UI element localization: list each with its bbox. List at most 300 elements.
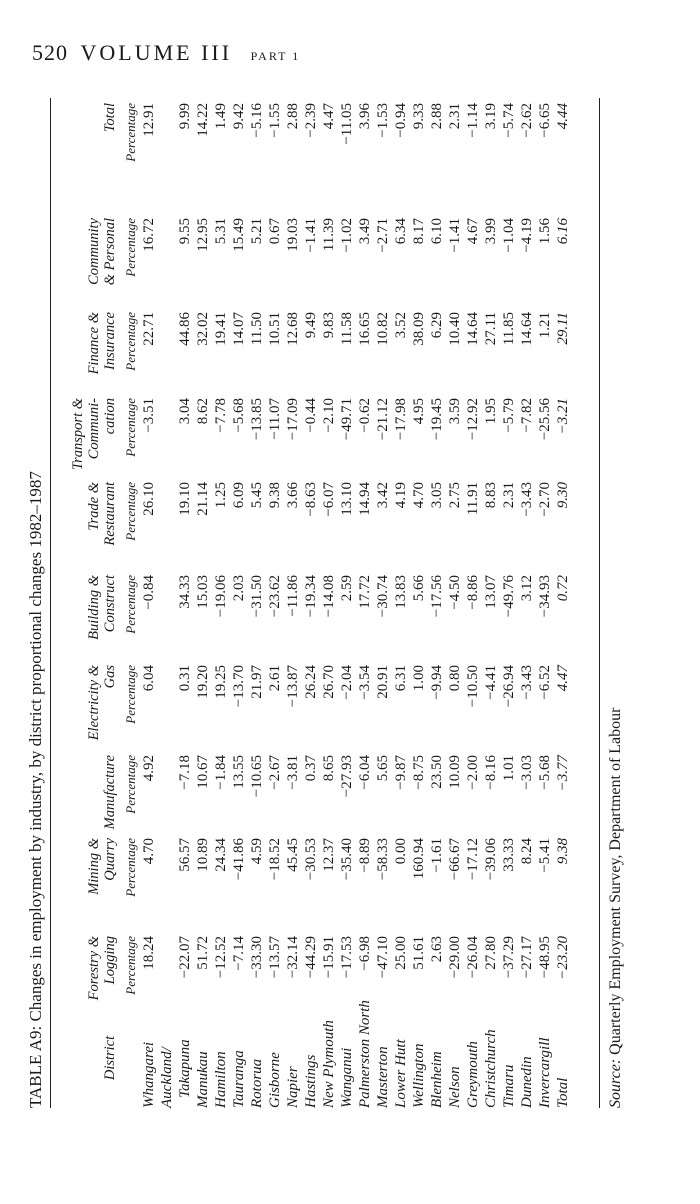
table-cell-total: 6.16: [555, 218, 571, 245]
district-name: Hamilton: [213, 1051, 229, 1108]
table-cell-total: −3.21: [555, 398, 571, 435]
table-cell: 0.80: [447, 665, 463, 692]
column-header-line: Construct: [102, 575, 118, 633]
table-cell: 9.42: [231, 103, 247, 130]
column-header-line: & Personal: [102, 218, 118, 286]
table-cell: 0.37: [303, 755, 319, 782]
table-cell: 1.01: [501, 755, 517, 782]
value-column: [122, 575, 572, 663]
unit-label: Percentage: [123, 398, 138, 457]
table-cell: 10.09: [447, 755, 463, 789]
column-header-line: Trade &: [86, 482, 102, 531]
rotated-table: [26, 98, 642, 1108]
column-header: [56, 575, 118, 663]
table-cell: 14.94: [357, 482, 373, 516]
unit-label: Percentage: [123, 838, 138, 897]
table-cell: 21.14: [195, 482, 211, 516]
table-cell: −0.62: [357, 398, 373, 433]
table-cell: 1.95: [483, 398, 499, 425]
column-header: [56, 665, 118, 753]
district-name: Nelson: [447, 1066, 463, 1108]
table-cell-blank: [158, 103, 176, 191]
table-cell: −19.45: [429, 398, 445, 441]
table-cell: −3.51: [141, 398, 157, 433]
table-cell: 2.63: [429, 936, 445, 963]
unit-label: Percentage: [123, 936, 138, 995]
table-cell: −37.29: [501, 936, 517, 979]
table-cell: 26.24: [303, 665, 319, 699]
table-cell: −12.52: [213, 936, 229, 979]
table-cell: 11.50: [249, 312, 265, 346]
table-cell: −1.41: [303, 218, 319, 253]
table-cell: −34.93: [537, 575, 553, 618]
volume-label: VOLUME III: [80, 40, 233, 65]
table-cell: −4.50: [447, 575, 463, 610]
table-cell: 4.70: [411, 482, 427, 509]
column-header-line: Electricity &: [86, 665, 102, 741]
table-cell: 23.50: [429, 755, 445, 789]
column-header-line: Total: [102, 103, 118, 133]
table-cell: −5.68: [537, 755, 553, 790]
table-cell: −3.43: [519, 482, 535, 517]
table-cell: 19.10: [177, 482, 193, 516]
table-cell: −5.74: [501, 103, 517, 138]
table-cell: 2.88: [429, 103, 445, 130]
table-cell: 4.19: [393, 482, 409, 509]
table-cell: 22.71: [141, 312, 157, 346]
column-header: [56, 936, 118, 1024]
district-name: Blenheim: [429, 1051, 445, 1108]
table-cell: 13.55: [231, 755, 247, 789]
table-cell: 1.49: [213, 103, 229, 130]
unit-label: Percentage: [123, 103, 138, 162]
column-header: [56, 103, 118, 191]
district-group-label: Auckland/: [159, 1047, 175, 1108]
bottom-rule: [599, 98, 600, 1108]
table-cell-blank: [158, 398, 176, 486]
source-text: Quarterly Employment Survey, Department of Labour: [607, 707, 624, 1055]
table-cell: 6.09: [231, 482, 247, 509]
table-cell-blank: [158, 312, 176, 400]
table-cell: 15.49: [231, 218, 247, 252]
table-cell: 0.00: [393, 838, 409, 865]
table-cell: −7.82: [519, 398, 535, 433]
table-cell: 8.62: [195, 398, 211, 425]
table-cell: 56.57: [177, 838, 193, 872]
table-cell: 4.59: [249, 838, 265, 865]
table-cell: −2.67: [267, 755, 283, 790]
table-cell: −3.43: [519, 665, 535, 700]
table-cell: −4.19: [519, 218, 535, 253]
table-title: TABLE A9: Changes in employment by industry, by district proportional changes 1982–1987: [26, 471, 45, 1108]
table-cell: −19.34: [303, 575, 319, 618]
table-cell: 45.45: [285, 838, 301, 872]
table-cell: −2.00: [465, 755, 481, 790]
part-label: PART 1: [250, 49, 301, 63]
table-cell: −14.08: [321, 575, 337, 618]
table-cell: −8.16: [483, 755, 499, 790]
table-cell: −31.50: [249, 575, 265, 618]
column-header: [56, 482, 118, 570]
table-cell: 13.10: [339, 482, 355, 516]
table-cell: −9.94: [429, 665, 445, 700]
table-cell: 17.72: [357, 575, 373, 609]
table-cell: 5.66: [411, 575, 427, 602]
district-name: Masterton: [375, 1046, 391, 1108]
table-cell: 3.04: [177, 398, 193, 425]
table-cell: −5.68: [231, 398, 247, 433]
table-cell: 0.67: [267, 218, 283, 245]
table-cell: 4.70: [141, 838, 157, 865]
table-cell: −27.17: [519, 936, 535, 979]
table-cell: −8.89: [357, 838, 373, 873]
district-name: Wellington: [411, 1043, 427, 1108]
table-cell: −49.71: [339, 398, 355, 441]
table-cell: −49.76: [501, 575, 517, 618]
district-name: Palmerston North: [357, 1000, 373, 1108]
table-cell: −47.10: [375, 936, 391, 979]
table-cell: −6.98: [357, 936, 373, 971]
value-column: [122, 218, 572, 306]
table-cell: 21.97: [249, 665, 265, 699]
column-header-line: Community: [86, 218, 102, 285]
table-cell: −25.56: [537, 398, 553, 441]
district-name: Invercargill: [537, 1037, 553, 1108]
table-cell: −0.44: [303, 398, 319, 433]
value-column: [122, 103, 572, 191]
table-cell: 26.70: [321, 665, 337, 699]
table-cell: 19.03: [285, 218, 301, 252]
table-cell: 15.03: [195, 575, 211, 609]
table-cell: −17.12: [465, 838, 481, 881]
table-cell: 27.80: [483, 936, 499, 970]
table-cell: 1.25: [213, 482, 229, 509]
column-header-line: cation: [102, 398, 118, 435]
table-cell: 16.72: [141, 218, 157, 252]
table-cell: 19.20: [195, 665, 211, 699]
unit-label: Percentage: [123, 218, 138, 277]
table-cell: 8.17: [411, 218, 427, 245]
table-cell: 11.85: [501, 312, 517, 346]
table-cell-total: 29.11: [555, 312, 571, 345]
table-cell: 9.55: [177, 218, 193, 245]
district-name: Tauranga: [231, 1050, 247, 1108]
district-name-total: Total: [555, 1077, 571, 1108]
table-cell: 6.31: [393, 665, 409, 692]
table-cell: −10.50: [465, 665, 481, 708]
table-cell: −8.86: [465, 575, 481, 610]
table-cell: 6.04: [141, 665, 157, 692]
table-cell: −32.14: [285, 936, 301, 979]
table-cell: −15.91: [321, 936, 337, 979]
table-cell: −7.18: [177, 755, 193, 790]
column-header-line: Finance &: [86, 312, 102, 375]
table-cell: −58.33: [375, 838, 391, 881]
table-cell: −8.63: [303, 482, 319, 517]
table-cell: −1.55: [267, 103, 283, 138]
value-column: [122, 398, 572, 486]
district-header-label: District: [102, 1035, 118, 1081]
table-cell: −66.67: [447, 838, 463, 881]
value-column: [122, 312, 572, 400]
column-header-line: Gas: [102, 665, 118, 689]
table-cell: 4.92: [141, 755, 157, 782]
column-header: [56, 218, 118, 306]
table-cell: 1.21: [537, 312, 553, 339]
table-cell: 3.05: [429, 482, 445, 509]
table-cell: 2.03: [231, 575, 247, 602]
column-header-line: Communi-: [86, 398, 102, 460]
column-header: [56, 312, 118, 400]
table-cell: −1.53: [375, 103, 391, 138]
table-cell: 19.25: [213, 665, 229, 699]
table-cell: 12.68: [285, 312, 301, 346]
table-cell: 34.33: [177, 575, 193, 609]
table-cell: −39.06: [483, 838, 499, 881]
table-cell: −2.39: [303, 103, 319, 138]
table-cell: 1.56: [537, 218, 553, 245]
table-cell: −13.85: [249, 398, 265, 441]
value-column: [122, 665, 572, 753]
table-cell: −13.87: [285, 665, 301, 708]
table-cell: 2.88: [285, 103, 301, 130]
table-cell: −5.79: [501, 398, 517, 433]
table-cell: −4.41: [483, 665, 499, 700]
column-header: [56, 755, 118, 843]
table-cell: 9.99: [177, 103, 193, 130]
table-cell: 2.75: [447, 482, 463, 509]
value-column: [122, 755, 572, 843]
table-cell: −13.70: [231, 665, 247, 708]
table-cell: −5.41: [537, 838, 553, 873]
column-header: [56, 398, 118, 486]
district-name: Napier: [285, 1066, 301, 1108]
table-cell: −17.56: [429, 575, 445, 618]
table-cell: −1.14: [465, 103, 481, 138]
table-cell: −26.04: [465, 936, 481, 979]
district-name: Christchurch: [483, 1029, 499, 1108]
table-cell: 8.65: [321, 755, 337, 782]
table-cell: −5.16: [249, 103, 265, 138]
table-cell: 20.91: [375, 665, 391, 699]
table-cell: 3.59: [447, 398, 463, 425]
table-cell: 44.86: [177, 312, 193, 346]
table-cell: 12.37: [321, 838, 337, 872]
table-cell: −30.74: [375, 575, 391, 618]
table-cell: −11.07: [267, 398, 283, 440]
table-cell: 2.31: [447, 103, 463, 130]
table-cell: 4.67: [465, 218, 481, 245]
column-header-line: Transport &: [70, 398, 86, 471]
table-cell: 24.34: [213, 838, 229, 872]
table-cell: 2.61: [267, 665, 283, 692]
value-column: [122, 482, 572, 570]
table-cell: −1.02: [339, 218, 355, 253]
table-source: [607, 708, 625, 1108]
table-cell-total: −23.20: [555, 936, 571, 980]
table-cell-total: 9.38: [555, 838, 571, 865]
table-cell: −17.98: [393, 398, 409, 441]
table-cell: −3.54: [357, 665, 373, 700]
table-cell: −12.92: [465, 398, 481, 441]
value-column: [122, 936, 572, 1024]
table-cell: 10.40: [447, 312, 463, 346]
table-cell: −11.86: [285, 575, 301, 617]
table-cell: 14.22: [195, 103, 211, 137]
table-cell: 10.82: [375, 312, 391, 346]
table-cell: −48.95: [537, 936, 553, 979]
table-cell: 13.83: [393, 575, 409, 609]
table-cell: 11.39: [321, 218, 337, 252]
unit-label: Percentage: [123, 482, 138, 541]
district-name: Hastings: [303, 1054, 319, 1108]
table-cell: −2.04: [339, 665, 355, 700]
table-cell-total: 0.72: [555, 575, 571, 602]
table-cell: 2.59: [339, 575, 355, 602]
unit-label: Percentage: [123, 575, 138, 634]
table-cell: 9.38: [267, 482, 283, 509]
unit-label: Percentage: [123, 665, 138, 724]
table-cell: −21.12: [375, 398, 391, 441]
table-cell: 8.24: [519, 838, 535, 865]
table-cell: −6.52: [537, 665, 553, 700]
column-header: [56, 838, 118, 926]
table-cell: −2.70: [537, 482, 553, 517]
page-number: 520: [32, 40, 68, 65]
running-head: [32, 40, 300, 66]
district-name: Rotorua: [249, 1058, 265, 1108]
table-cell: −29.00: [447, 936, 463, 979]
table-cell: −9.87: [393, 755, 409, 790]
table-cell: −1.84: [213, 755, 229, 790]
table-cell: 14.07: [231, 312, 247, 346]
table-cell: 12.95: [195, 218, 211, 252]
table-cell: 11.58: [339, 312, 355, 346]
column-header-line: Forestry &: [86, 936, 102, 1001]
table-cell: 10.67: [195, 755, 211, 789]
table-cell: −6.07: [321, 482, 337, 517]
district-name: Gisborne: [267, 1052, 283, 1108]
table-cell: −33.30: [249, 936, 265, 979]
table-cell: −41.86: [231, 838, 247, 881]
column-header-line: Insurance: [102, 312, 118, 370]
table-cell: 6.29: [429, 312, 445, 339]
table-cell: 0.31: [177, 665, 193, 692]
table-cell: 27.11: [483, 312, 499, 346]
table-cell: 16.65: [357, 312, 373, 346]
table-cell: 3.96: [357, 103, 373, 130]
column-header-line: Logging: [102, 936, 118, 985]
table-cell: 12.91: [141, 103, 157, 137]
unit-label: Percentage: [123, 312, 138, 371]
table-cell: −7.14: [231, 936, 247, 971]
district-name: Wanganui: [339, 1047, 355, 1108]
table-cell-blank: [158, 755, 176, 843]
table-cell: 3.12: [519, 575, 535, 602]
table-cell-blank: [158, 575, 176, 663]
table-cell-total: 9.30: [555, 482, 571, 509]
column-header-line: Building &: [86, 575, 102, 640]
table-cell: 9.49: [303, 312, 319, 339]
table-cell: −19.06: [213, 575, 229, 618]
district-name: New Plymouth: [321, 1020, 337, 1108]
table-cell: −6.65: [537, 103, 553, 138]
table-cell: 4.47: [321, 103, 337, 130]
table-cell: −35.40: [339, 838, 355, 881]
table-cell: 18.24: [141, 936, 157, 970]
table-cell: 33.33: [501, 838, 517, 872]
table-cell: 6.10: [429, 218, 445, 245]
table-cell: 25.00: [393, 936, 409, 970]
table-cell: −8.75: [411, 755, 427, 790]
district-name: Greymouth: [465, 1041, 481, 1108]
table-cell: −11.05: [339, 103, 355, 145]
table-cell: −13.57: [267, 936, 283, 979]
table-cell: 14.64: [519, 312, 535, 346]
table-cell: −6.04: [357, 755, 373, 790]
table-cell: 3.19: [483, 103, 499, 130]
table-cell: 5.65: [375, 755, 391, 782]
table-cell: −3.81: [285, 755, 301, 790]
table-cell: −2.10: [321, 398, 337, 433]
table-cell: −30.53: [303, 838, 319, 881]
table-cell: −17.09: [285, 398, 301, 441]
table-cell: −18.52: [267, 838, 283, 881]
table-cell: 10.51: [267, 312, 283, 346]
table-cell: 3.52: [393, 312, 409, 339]
table-cell-total: 4.47: [555, 665, 571, 692]
table-cell: −27.93: [339, 755, 355, 798]
table-cell: −0.84: [141, 575, 157, 610]
table-cell: 51.61: [411, 936, 427, 970]
table-cell: 1.00: [411, 665, 427, 692]
table-cell: −1.61: [429, 838, 445, 873]
table-cell: 5.45: [249, 482, 265, 509]
value-column: [122, 838, 572, 926]
table-cell: 5.31: [213, 218, 229, 245]
table-cell: 19.41: [213, 312, 229, 346]
table-cell-total: −3.77: [555, 755, 571, 792]
table-cell: 3.42: [375, 482, 391, 509]
table-cell: −1.41: [447, 218, 463, 253]
column-header-line: Quarry: [102, 838, 118, 881]
district-name: Manukau: [195, 1051, 211, 1108]
table-cell: 3.99: [483, 218, 499, 245]
table-cell: −26.94: [501, 665, 517, 708]
column-header-line: Manufacture: [102, 755, 118, 830]
top-rule: [50, 98, 51, 1108]
table-cell: 13.07: [483, 575, 499, 609]
district-name: Dunedin: [519, 1056, 535, 1108]
table-cell-blank: [158, 838, 176, 926]
table-cell: 9.83: [321, 312, 337, 339]
table-cell: 160.94: [411, 838, 427, 880]
table-cell: −2.71: [375, 218, 391, 253]
table-cell: 6.34: [393, 218, 409, 245]
district-name: Takapuna: [177, 1039, 193, 1098]
table-cell: −3.03: [519, 755, 535, 790]
table-cell: −17.53: [339, 936, 355, 979]
table-cell: −1.04: [501, 218, 517, 253]
column-header-line: Restaurant: [102, 482, 118, 546]
column-header-line: Mining &: [86, 838, 102, 895]
table-cell-total: 4.44: [555, 103, 571, 130]
unit-label: Percentage: [123, 755, 138, 814]
table-cell: −7.78: [213, 398, 229, 433]
table-cell: −22.07: [177, 936, 193, 979]
table-cell-blank: [158, 482, 176, 570]
table-cell: −23.62: [267, 575, 283, 618]
